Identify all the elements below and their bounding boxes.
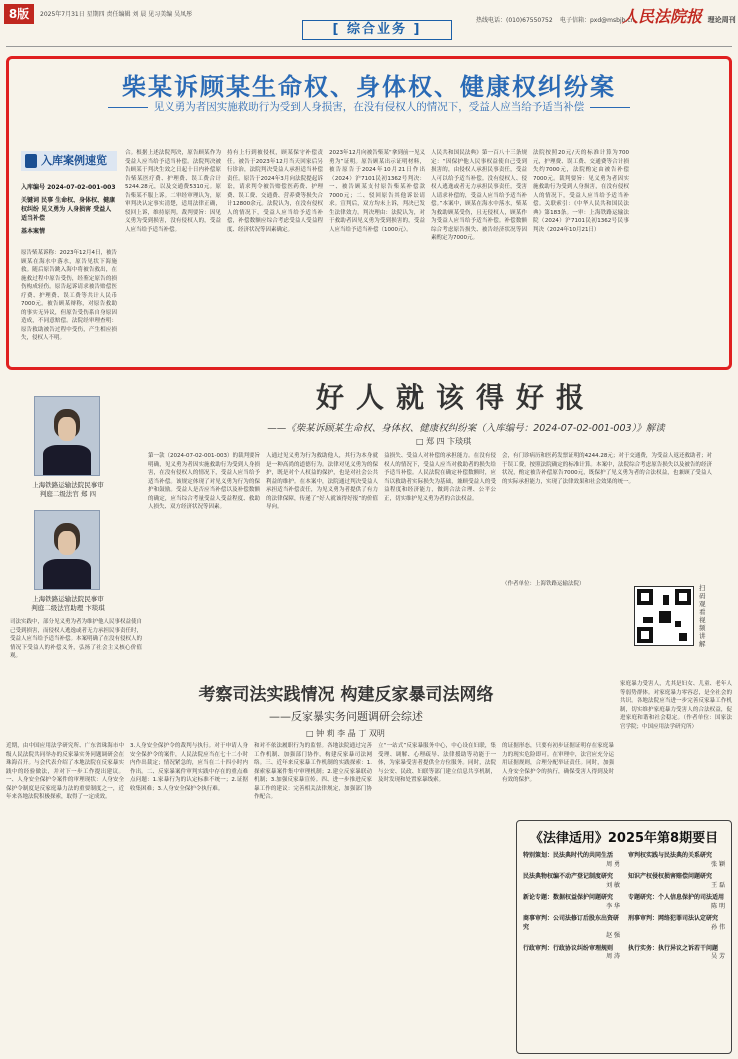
qr-code[interactable] — [634, 586, 694, 646]
section-title: [ 综合业务 ] — [302, 20, 452, 40]
journal-contents-title: 《法律适用》2025年第8期要目 — [529, 831, 719, 846]
case-column-4: 2023年12月向被告柴某“拿到前一见义勇为”证明。原告顾某出示证明材料，被告原告于2024年10月21日作出（2024）沪7101民初1362号判决：一、被告顾某支付原告柴某补偿款7000元；二、驳回原告其他诉讼请求。宣判后，双方均未上诉，判决已发生法律效力。判决理由：法院认为，对于救助者因见义勇为受到损害的，受益人应当给予适当补偿（1000元）。 — [329, 150, 425, 233]
page-number-badge: 8版 — [4, 4, 34, 24]
list-item-title: 特别策划：民法典时代的共同生活 — [523, 852, 614, 859]
qr-module — [679, 633, 687, 641]
list-item-title: 专题研究：个人信息保护的司法适用 — [628, 894, 725, 901]
journal-contents-list — [523, 852, 725, 966]
photo-caption-2 — [8, 594, 128, 612]
report-column-3: 和对不依法履职行为的监督。各地法院通过完善工作机制、加强部门协作，构建反家暴司法网络。三、近年来反家暴工作机制的实践探索：1.探索家暴案件集中审理机制；2.建立反家暴联动机制；3.加强反家暴宣传。四、进一步推进反家暴工作的建议：完善相关法律规定，加强部门协作配合。 — [254, 743, 372, 800]
author-photo-2 — [34, 510, 100, 590]
page-header — [0, 0, 738, 46]
report-column-1: 近期，由中国应用法学研究所、广东省珠海市中级人民法院共同举办的反家暴实务问题调研会在珠海召开。与会代表介绍了本地法院在反家暴实践中的经验做法，并对下一步工作提出建议。一、人身安全保护令案件的审理现状：人身安全保护令制度是反家庭暴力法的重要制度之一，近年来各地法院积极探索，取得了一定成效。 — [6, 743, 124, 800]
report-article — [6, 680, 732, 1055]
list-item-author: 张 颖 — [711, 860, 725, 868]
masthead-title: 人民法院报 — [622, 7, 703, 26]
list-item — [523, 894, 620, 911]
case-intro-tag: 入库案例速览 — [21, 151, 117, 171]
header-divider — [6, 46, 732, 47]
qr-caption: 扫码观看视频讲解 — [699, 584, 706, 648]
list-item — [628, 852, 725, 869]
photo-face — [58, 417, 76, 440]
list-item-title: 新论专题：数据权益保护问题研究 — [523, 894, 614, 901]
case-subtitle: 见义勇为者因实施救助行为受到人身损害，在没有侵权人的情况下，受益人应当给予适当补偿 — [9, 99, 729, 114]
photo-face — [58, 531, 76, 554]
report-column-2: 3.人身安全保护令的裁判与执行。对于申请人身安全保护令的案件，人民法院应当在七十二小时内作出裁定；情况紧急的，应当在二十四小时内作出。二、反家暴案件审判实践中存在的重点难点问题：1.家暴行为的认定标准不统一；2.证据收集困难；3.人身安全保护令执行难。 — [130, 743, 248, 792]
author-photo-1 — [34, 396, 100, 476]
list-item-author: 周 涛 — [606, 953, 620, 960]
email: 电子信箱：pxd@msbjb.cn — [560, 17, 635, 24]
qr-finder — [637, 589, 653, 605]
list-item-author: 吴 芳 — [711, 953, 725, 960]
list-item-author: 赵 强 — [606, 932, 620, 939]
case-column-3: 持有上行到被侵权，顾某保守补偿责任。被告于2023年12月当天回家后另行诊治，法院判决受益人承担适当补偿责任。原告于2024年3月向法院提起诉讼，请求判令被告赔偿医药费、护理费、误工费、交通费、营养费等损失合计12800余元。法院认为，在没有侵权人的情况下，受益人应当给予适当补偿，补偿数额应综合考虑受益人受益程度、经济状况等因素确定。 — [227, 150, 323, 233]
report-author: □ 钟 莉 李 晶 丁 双明 — [306, 729, 385, 738]
report-column-6: 家庭暴力受害人，尤其是妇女、儿童、老年人等弱势群体。对家庭暴力零容忍，是全社会的共识。各地法院应当进一步完善反家暴工作机制，切实维护家庭暴力受害人的合法权益，促进家庭和谐和社会稳定。（作者单位：国家法官学院；中国应用法学研究所） — [620, 681, 732, 730]
caption-1-line-1: 上海铁路运输法院民事审 — [32, 481, 104, 489]
article-column-a: 第一款（2024-07-02-001-003）的裁判要旨明确，见义勇为者因实施救助行为受到人身损害，在没有侵权人的情况下，受益人应当给予适当补偿。该规定体现了对见义勇为行为的保护和鼓励。受益人是否应当补偿以及补偿数额的确定，应当综合考量受益人受益程度、救助人损失、双方经济状况等因素。 — [148, 453, 260, 510]
article-title: 好人就该得好报 — [315, 381, 596, 414]
case-number: 入库编号 2024-07-02-001-003 — [21, 184, 116, 191]
list-item — [628, 873, 725, 890]
list-item-author: 陈 明 — [711, 902, 725, 910]
commentary-article — [6, 376, 732, 676]
report-column-5: 的证据形态，只要有初步证据证明存在家庭暴力的现实危险即可。在审理中，法官应充分运用证据规则，合理分配举证责任。同时，加强人身安全保护令的执行，确保受害人得到及时有效的保护。 — [502, 743, 614, 783]
qr-finder — [637, 627, 653, 643]
photo-body — [43, 445, 92, 475]
hotline: 热线电话：(010)67550752 — [476, 17, 553, 24]
article-author: □ 郑 四 卞琰琪 — [416, 437, 472, 446]
list-item-author: 李 华 — [606, 902, 620, 910]
case-summary-box — [6, 56, 732, 370]
report-subtitle: ——反家暴实务问题调研会综述 — [269, 710, 423, 723]
report-title: 考察司法实践情况 构建反家暴司法网络 — [198, 685, 494, 705]
list-item-title: 审判权实践与民法典的关系研究 — [628, 852, 713, 859]
list-item-title: 行政审判：行政协议纠纷审理规则 — [523, 944, 614, 952]
case-title: 柴某诉顾某生命权、身体权、健康权纠纷案 — [122, 73, 616, 101]
list-item — [628, 894, 725, 911]
article-subtitle: ——《柴某诉顾某生命权、身体权、健康权纠纷案（入库编号：2024-07-02-001-003）》解读 — [267, 423, 665, 434]
caption-1-line-2: 判庭二级法官 郑 四 — [39, 490, 97, 498]
qr-module — [675, 621, 681, 627]
photo-caption-1 — [8, 480, 128, 498]
masthead-logo — [622, 4, 736, 27]
list-item-author: 王 磊 — [711, 881, 725, 889]
issue-meta: 2025年7月31日 星期四 责任编辑 刘 晨 见习美编 吴凤彤 — [40, 11, 193, 18]
caption-2-line-1: 上海铁路运输法院民事审 — [32, 595, 104, 603]
journal-contents-box — [516, 820, 732, 1054]
case-meta — [21, 179, 117, 236]
case-column-5: 人民共和国民法典》第一百八十三条规定：“因保护他人民事权益使自己受到损害的，由侵权人承担民事责任，受益人可以给予适当补偿。没有侵权人、侵权人逃逸或者无力承担民事责任，受害人请求补偿的，受益人应当给予适当补偿。”本案中，顾某在海水中落水，柴某为救助顾某受伤，且无侵权人，顾某作为受益人应当给予适当补偿。补偿数额综合考虑原告损失、被告经济状况等因素酌定为7000元。 — [431, 150, 527, 241]
qr-module — [663, 595, 669, 605]
list-item-title: 商事审判：公司法修订后股东出资研究 — [523, 915, 620, 931]
list-item — [523, 873, 620, 890]
list-item — [628, 945, 725, 962]
report-column-4: 立“一站式”反家暴服务中心，中心设在妇联，集受理、调解、心理疏导、法律援助等功能于一体，为家暴受害者提供全方位服务。同时，法院与公安、民政、妇联等部门建立信息共享机制，及时发现和处置家暴线索。 — [378, 743, 496, 783]
list-item-author: 孙 伟 — [711, 923, 725, 931]
case-column-6: 法院按照20元/天的标准计算为700元，护理费、误工费、交通费等合计损失约7000元，法院酌定由被告补偿7000元。裁判要旨：见义勇为者因实施救助行为受到人身损害，在没有侵权人的情况下，受益人应当给予适当补偿。关联索引：《中华人民共和国民法典》第183条。一审：上海铁路运输法院（2024）沪7101民初1362号民事判决（2024年10月21日） — [533, 150, 629, 233]
case-column-1: 原告柴某诉称：2023年12月4日，被告顾某在海水中落水，原告见状下海施救。随后原告跳入海中将被告救出，在施救过程中原告受伤，经鉴定原告的损伤构成轻伤。原告起诉请求被告赔偿医疗费、护理费、误工费等共计人民币7000元。被告顾某辩称，对原告救助的事实无异议，但原告受伤系自身原因造成，不同意赔偿。法院经审理查明：原告救助被告过程中受伤，产生相应损失，侵权人不明。 — [21, 250, 117, 341]
qr-finder — [675, 589, 691, 605]
list-item-title: 民法典物权编不动产登记制度研究 — [523, 873, 614, 880]
case-keywords: 关键词 民事 生命权、身体权、健康权纠纷 见义勇为 人身损害 受益人 适当补偿 — [21, 197, 116, 222]
list-item-title: 刑事审判：网络犯罪司法认定研究 — [628, 915, 719, 922]
list-item — [523, 915, 620, 941]
case-column-2: 合。根据上述法院判决，原告顾某作为受益人应当给予适当补偿。法院判决被告顾某于判决生效之日起十日内补偿原告柴某医疗费、护理费、误工费合计5244.28元，以及交通费5310元。原告柴某不服上诉。二审经审理认为，原审判决认定事实清楚，适用法律正确，驳回上诉，维持原判。裁判要旨：因见义勇为受到损害，没有侵权人的，受益人应当给予适当补偿。 — [125, 150, 221, 233]
list-item — [628, 915, 725, 941]
article-column-d: 会，有门诊病历和医药发票证明的4244.28元；对于交通费，为受益人返还救助者；对于误工费，按照法院确定的标准计算。本案中，法院综合考虑原告损失以及被告的经济状况，酌定被告补偿原告7000元，既保护了见义勇为者的合法权益，也兼顾了受益人的实际承担能力，实现了法律效果和社会效果的统一。 — [502, 453, 712, 485]
article-left-text: 司法实践中，部分见义勇为者为维护他人民事权益使自己受到损害，而侵权人逃逸或者无力承担民事责任时，受益人应当给予适当补偿。本案明确了在没有侵权人的情况下受益人的补偿义务，弘扬了社会主义核心价值观。 — [10, 619, 142, 659]
article-column-b: 人通过见义勇为行为救助他人，其行为本身就是一种高尚的道德行为。法律对见义勇为的保护，既是对个人权益的保护，也是对社会公共利益的维护。在本案中，法院通过判决受益人承担适当补偿责任，为见义勇为者提供了有力的法律保障，传递了“好人就该得好报”的价值导向。 — [266, 453, 378, 510]
qr-module — [643, 617, 653, 623]
caption-2-line-2: 判庭二级法官助理 卞琰琪 — [31, 604, 105, 612]
list-item-author: 刘 敏 — [606, 881, 620, 889]
article-footer: （作者单位：上海铁路运输法院） — [502, 581, 585, 587]
basic-facts-heading: 基本案情 — [21, 228, 46, 235]
photo-body — [43, 559, 92, 589]
masthead-subtitle: 理论周刊 — [707, 16, 736, 24]
list-item — [523, 852, 620, 869]
article-column-c: 益损失、受益人对补偿的承担能力。在没有侵权人的情况下，受益人应当对救助者的损失给予适当补偿。人民法院在确定补偿数额时，应当以救助者实际损失为基础，兼顾受益人的受益程度和经济能力，做到合法合理、公平公正，切实维护见义勇为者的合法权益。 — [384, 453, 496, 502]
list-item-title: 知识产权侵权损害赔偿问题研究 — [628, 873, 713, 880]
qr-module — [659, 611, 671, 623]
list-item-title: 执行实务：执行异议之诉若干问题 — [628, 944, 719, 952]
list-item — [523, 945, 620, 962]
list-item-author: 周 勇 — [606, 860, 620, 868]
